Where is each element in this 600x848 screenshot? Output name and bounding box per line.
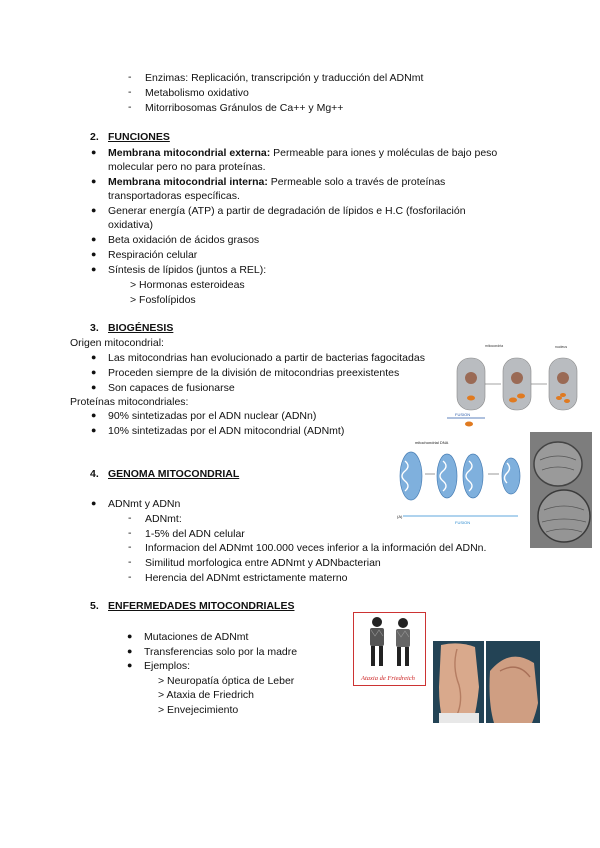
bullet-icon: ● [91,410,97,420]
enfermedad-item: Mutaciones de ADNmt [144,631,249,643]
dash: - [128,571,132,583]
bullet-icon: ● [91,367,97,377]
section-title-biogenesis: BIOGÉNESIS [108,322,174,334]
ataxia-illustration [353,612,426,686]
genoma-item: ADNmt y ADNn [108,498,181,510]
section-number: 3. [90,322,99,334]
ejemplo-item: > Ataxia de Friedrich [158,689,255,701]
origen-item: Son capaces de fusionarse [108,382,235,394]
genoma-dash-item: Similitud morfologica entre ADNmt y ADNbacterian [145,557,381,569]
intro-item-enzimas: Enzimas: Replicación, transcripción y traducción del ADNmt [145,72,424,84]
origen-item: Proceden siempre de la división de mitocondrias preexistentes [108,367,400,379]
bullet-icon: ● [127,631,133,641]
ejemplo-item: > Envejecimiento [158,704,239,716]
dash: - [128,101,132,113]
proteinas-item: 10% sintetizadas por el ADN mitocondrial (ADNmt) [108,425,345,437]
mitochondria-origin-figure [445,338,585,436]
bullet-icon: ● [91,264,97,274]
funcion-membrana-interna-cont: transportadoras específicas. [108,190,240,202]
funcion-membrana-externa-cont: molecular pero no para proteínas. [108,161,266,173]
funcion-membrana-externa: Membrana mitocondrial externa: Permeable para iones y moléculas de bajo peso [108,147,498,159]
bullet-icon: ● [91,498,97,508]
genoma-dash-item: ADNmt: [145,513,182,525]
dash: - [128,512,132,524]
intro-item-mitorribosomas: Mitorribosomas Gránulos de Ca++ y Mg++ [145,102,344,114]
funcion-energia: Generar energía (ATP) a partir de degradación de lípidos e H.C (fosforilación [108,205,466,217]
section-title-genoma: GENOMA MITOCONDRIAL [108,468,240,480]
origen-item: Las mitocondrias han evolucionado a partir de bacterias fagocitadas [108,352,425,364]
origen-label: Origen mitocondrial: [70,337,164,349]
scoliosis-photo-left [433,641,484,723]
svg-text:FUSION: FUSION [455,520,471,525]
scoliosis-photo-right [486,641,540,723]
funcion-beta-oxidacion: Beta oxidación de ácidos grasos [108,234,260,246]
svg-text:nucleus: nucleus [555,345,568,349]
section-number: 2. [90,131,99,143]
genoma-dash-item: Informacion del ADNmt 100.000 veces inferior a la información del ADNn. [145,542,487,554]
mitochondria-fusion-figure [393,436,528,532]
genoma-dash-item: Herencia del ADNmt estrictamente materno [145,572,348,584]
bullet-icon: ● [127,660,133,670]
sub-fosfolipidos: > Fosfolípidos [130,294,196,306]
dash: - [128,541,132,553]
bullet-icon: ● [91,176,97,186]
dash: - [128,86,132,98]
bullet-icon: ● [91,147,97,157]
bullet-icon: ● [91,382,97,392]
bullet-icon: ● [127,646,133,656]
sub-hormonas: > Hormonas esteroideas [130,279,245,291]
bullet-icon: ● [91,234,97,244]
enfermedad-item: Ejemplos: [144,660,191,672]
genoma-dash-item: 1-5% del ADN celular [145,528,245,540]
section-number: 4. [90,468,99,480]
bullet-icon: ● [91,249,97,259]
dash: - [128,556,132,568]
proteinas-label: Proteínas mitocondriales: [70,396,189,408]
micrograph-photo [530,432,592,548]
funcion-respiracion: Respiración celular [108,249,198,261]
section-title-enfermedades: ENFERMEDADES MITOCONDRIALES [108,600,295,612]
svg-text:(A): (A) [397,514,403,519]
svg-text:mitochondrial DNA: mitochondrial DNA [415,440,449,445]
fig1-label: mitocondria [485,344,504,348]
bullet-icon: ● [91,352,97,362]
ejemplo-item: > Neuropatía óptica de Leber [158,675,295,687]
dash: - [128,71,132,83]
dash: - [128,527,132,539]
section-number: 5. [90,600,99,612]
proteinas-item: 90% sintetizadas por el ADN nuclear (ADNn) [108,410,317,422]
enfermedad-item: Transferencias solo por la madre [144,646,298,658]
bullet-icon: ● [91,205,97,215]
bullet-icon: ● [91,425,97,435]
funcion-membrana-interna: Membrana mitocondrial interna: Permeable solo a través de proteínas [108,176,446,188]
svg-text:FUSION: FUSION [455,412,471,417]
funcion-sintesis-lipidos: Síntesis de lípidos (juntos a REL): [108,264,267,276]
svg-text:Ataxia de Friedreich: Ataxia de Friedreich [361,675,415,682]
section-title-funciones: FUNCIONES [108,131,170,143]
intro-item-metabolismo: Metabolismo oxidativo [145,87,249,99]
funcion-energia-cont: oxidativa) [108,219,153,231]
